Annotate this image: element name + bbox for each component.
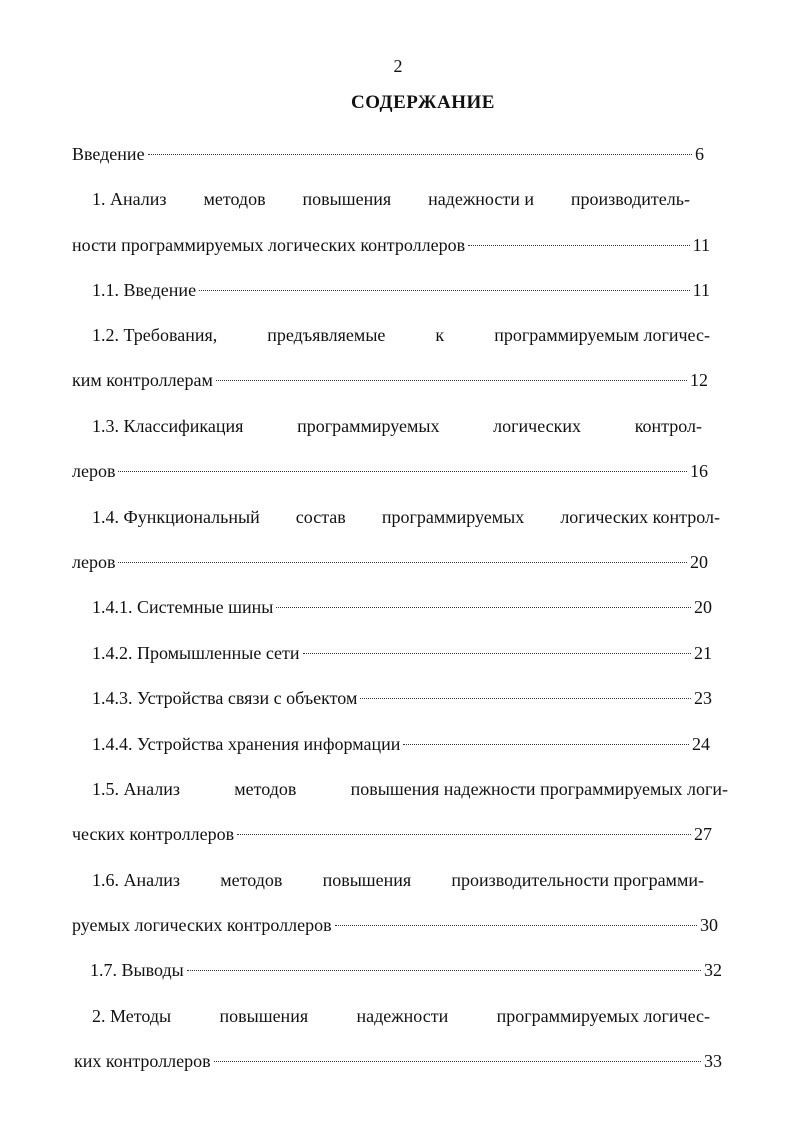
toc-entry-text: 1.4.1. Системные шины — [92, 597, 274, 617]
toc-page-number: 23 — [694, 688, 712, 708]
toc-word: программируемым логичес- — [494, 325, 710, 345]
toc-entry-1-4-line2[interactable] — [72, 549, 708, 575]
toc-word: 1. Анализ — [92, 189, 167, 209]
toc-page-number: 6 — [695, 144, 704, 164]
toc-word: 1.2. Требования, — [92, 325, 218, 345]
toc-entry-1-4-2[interactable] — [92, 640, 712, 666]
dot-leader — [468, 245, 690, 246]
toc-word: программируемых логичес- — [496, 1006, 710, 1026]
toc-page-number: 20 — [690, 552, 708, 572]
toc-page-number: 11 — [692, 280, 710, 300]
toc-word: производитель- — [570, 189, 690, 209]
toc-entry-1-4-1[interactable] — [92, 594, 712, 620]
toc-entry-1-2-line1[interactable] — [92, 322, 710, 348]
toc-word: 2. Методы — [92, 1006, 172, 1026]
toc-word: методов — [220, 870, 283, 890]
toc-word: производительности программи- — [451, 870, 704, 890]
toc-entry-text: леров — [72, 552, 116, 572]
toc-entry-2-line2[interactable] — [74, 1048, 722, 1074]
toc-entry-1-3-line2[interactable] — [72, 458, 708, 484]
toc-word: 1.6. Анализ — [92, 870, 181, 890]
toc-word: повышения — [302, 189, 392, 209]
toc-entry-text: ких контроллеров — [74, 1051, 211, 1071]
toc-entry-1-4-3[interactable] — [92, 685, 712, 711]
toc-word: методов — [234, 779, 297, 799]
toc-word: логических контрол- — [560, 507, 720, 527]
toc-entry-text: 1.1. Введение — [92, 280, 197, 300]
toc-entry-1-5-line2[interactable] — [72, 821, 712, 847]
toc-entry-1-7[interactable] — [90, 957, 722, 983]
toc-page-number: 11 — [692, 235, 710, 255]
toc-word: контрол- — [634, 416, 702, 436]
toc-entry-1-3-line1[interactable] — [92, 413, 702, 439]
toc-word: повышения надежности программируемых логи- — [350, 779, 728, 799]
page-title: СОДЕРЖАНИЕ — [351, 92, 495, 113]
toc-entry-text: леров — [72, 461, 116, 481]
toc-page-number: 12 — [690, 370, 708, 390]
toc-word: 1.3. Классификация — [92, 416, 244, 436]
toc-entry-2-line1[interactable] — [92, 1003, 710, 1029]
toc-entry-text: ческих контроллеров — [72, 824, 235, 844]
toc-page-number: 24 — [692, 734, 710, 754]
toc-word: 1.5. Анализ — [92, 779, 181, 799]
toc-word: к — [435, 325, 445, 345]
dot-leader — [118, 471, 687, 472]
toc-word: программируемых — [297, 416, 440, 436]
toc-word: надежности — [356, 1006, 449, 1026]
toc-entry-1-line2[interactable] — [72, 232, 710, 258]
dot-leader — [216, 380, 687, 381]
toc-page-number: 21 — [694, 643, 712, 663]
toc-entry-introduction[interactable] — [72, 141, 704, 167]
toc-entry-1-5-line1[interactable] — [92, 776, 728, 802]
toc-entry-text: ности программируемых логических контроллеров — [72, 235, 466, 255]
toc-entry-text: 1.4.3. Устройства связи с объектом — [92, 688, 358, 708]
dot-leader — [335, 925, 697, 926]
toc-word: состав — [295, 507, 346, 527]
dot-leader — [214, 1061, 701, 1062]
dot-leader — [118, 562, 687, 563]
toc-word: надежности и — [428, 189, 534, 209]
dot-leader — [148, 154, 692, 155]
toc-page-number: 32 — [704, 960, 722, 980]
toc-word: 1.4. Функциональный — [92, 507, 260, 527]
toc-entry-text: 1.7. Выводы — [90, 960, 184, 980]
toc-word: программируемых — [381, 507, 525, 527]
toc-word: повышения — [322, 870, 412, 890]
toc-entry-1-6-line2[interactable] — [72, 912, 718, 938]
dot-leader — [237, 834, 691, 835]
toc-entry-text: 1.4.2. Промышленные сети — [92, 643, 300, 663]
toc-entry-text: ким контроллерам — [72, 370, 213, 390]
toc-page-number: 33 — [704, 1051, 722, 1071]
dot-leader — [403, 744, 689, 745]
toc-entry-1-6-line1[interactable] — [92, 867, 704, 893]
page-number: 2 — [393, 56, 403, 76]
toc-word: предъявляемые — [267, 325, 386, 345]
toc-entry-1-2-line2[interactable] — [72, 367, 708, 393]
dot-leader — [187, 970, 701, 971]
toc-entry-text: Введение — [72, 144, 145, 164]
dot-leader — [360, 698, 691, 699]
dot-leader — [303, 653, 691, 654]
toc-entry-1-line1[interactable] — [92, 186, 690, 212]
toc-word: методов — [203, 189, 266, 209]
toc-entry-1-4-4[interactable] — [92, 731, 710, 757]
toc-page-number: 20 — [694, 597, 712, 617]
dot-leader — [199, 290, 690, 291]
toc-page-number: 16 — [690, 461, 708, 481]
toc-entry-text: 1.4.4. Устройства хранения информации — [92, 734, 401, 754]
toc-word: логических — [493, 416, 582, 436]
toc-entry-1-4-line1[interactable] — [92, 504, 720, 530]
toc-page-number: 30 — [700, 915, 718, 935]
toc-entry-1-1[interactable] — [92, 277, 710, 303]
toc-entry-text: руемых логических контроллеров — [72, 915, 332, 935]
dot-leader — [276, 607, 691, 608]
toc-word: повышения — [219, 1006, 309, 1026]
toc-page-number: 27 — [694, 824, 712, 844]
